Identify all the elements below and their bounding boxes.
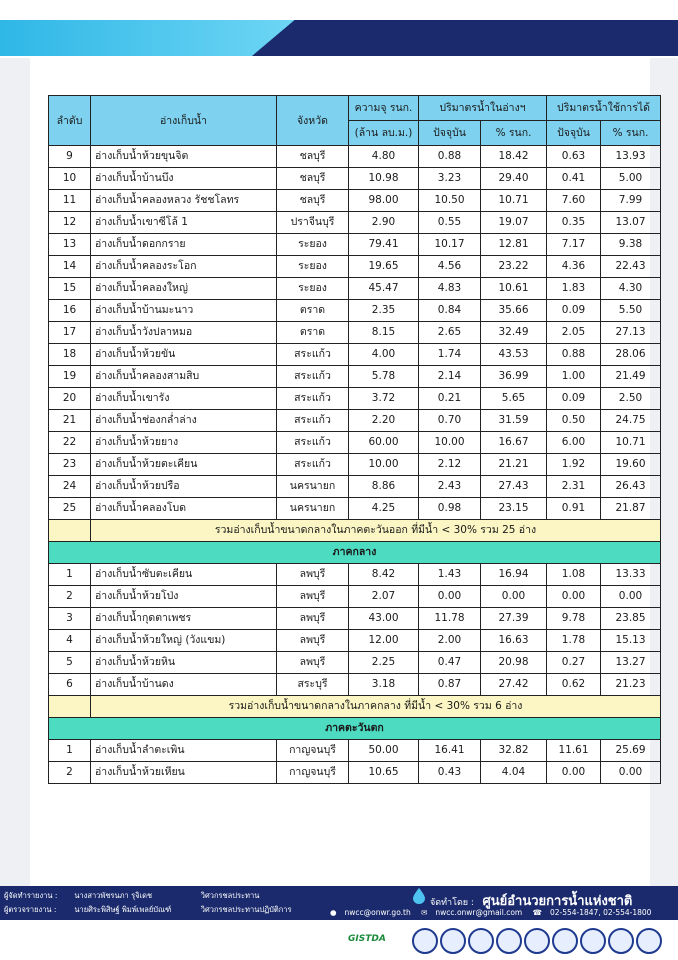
header-storage: ปริมาตรน้ำในอ่างฯ [419, 96, 547, 121]
cell-reservoir: อ่างเก็บน้ำบ้านบึง [91, 168, 277, 190]
cell-reservoir: อ่างเก็บน้ำช่องกล่ำล่าง [91, 410, 277, 432]
phone-icon: ☎ [532, 908, 542, 917]
cell-storage: 11.78 [419, 608, 481, 630]
banner-navy-stripe [252, 20, 678, 56]
cell-province: ชลบุรี [277, 146, 349, 168]
cell-no: 10 [49, 168, 91, 190]
cell-storage: 10.00 [419, 432, 481, 454]
cell-usable-pct: 13.33 [601, 564, 661, 586]
cell-usable-pct: 9.38 [601, 234, 661, 256]
cell-province: ชลบุรี [277, 190, 349, 212]
central-summary: รวมอ่างเก็บน้ำขนาดกลางในภาคกลาง ที่มีน้ำ < 30% รวม 6 อ่าง [91, 696, 661, 718]
table-row [49, 432, 661, 454]
cell-usable-pct: 19.60 [601, 454, 661, 476]
table-row [49, 608, 661, 630]
cell-no: 25 [49, 498, 91, 520]
cell-province: นครนายก [277, 498, 349, 520]
cell-reservoir: อ่างเก็บน้ำซับตะเคียน [91, 564, 277, 586]
cell-usable: 0.27 [547, 652, 601, 674]
cell-capacity: 8.86 [349, 476, 419, 498]
cell-reservoir: อ่างเก็บน้ำห้วยโป่ง [91, 586, 277, 608]
cell-storage: 0.70 [419, 410, 481, 432]
cell-usable: 0.00 [547, 586, 601, 608]
checked-label: ผู้ตรวจรายงาน : [4, 905, 57, 914]
cell-capacity: 79.41 [349, 234, 419, 256]
table-row [49, 256, 661, 278]
cell-storage-pct: 20.98 [481, 652, 547, 674]
table-row [49, 586, 661, 608]
cell-storage: 2.00 [419, 630, 481, 652]
cell-usable-pct: 2.50 [601, 388, 661, 410]
cell-usable: 0.91 [547, 498, 601, 520]
table-row [49, 674, 661, 696]
cell-usable-pct: 21.87 [601, 498, 661, 520]
cell-no: 1 [49, 564, 91, 586]
cell-reservoir: อ่างเก็บน้ำห้วยเหียน [91, 762, 277, 784]
cell-province: ระยอง [277, 234, 349, 256]
cell-storage: 0.88 [419, 146, 481, 168]
cell-storage: 0.43 [419, 762, 481, 784]
cell-usable-pct: 7.99 [601, 190, 661, 212]
cell-province: กาญจนบุรี [277, 762, 349, 784]
cell-province: กาญจนบุรี [277, 740, 349, 762]
cell-usable-pct: 13.27 [601, 652, 661, 674]
central-section-title-row [49, 542, 661, 564]
cell-usable-pct: 26.43 [601, 476, 661, 498]
cell-reservoir: อ่างเก็บน้ำห้วยตะเคียน [91, 454, 277, 476]
cell-reservoir: อ่างเก็บน้ำห้วยใหญ่ (วังแขม) [91, 630, 277, 652]
header-usable-pct: % รนก. [601, 121, 661, 146]
cell-storage: 0.47 [419, 652, 481, 674]
cell-usable-pct: 13.93 [601, 146, 661, 168]
table-row [49, 762, 661, 784]
table-row [49, 410, 661, 432]
table-row [49, 278, 661, 300]
cell-province: สระแก้ว [277, 432, 349, 454]
cell-storage: 4.56 [419, 256, 481, 278]
cell-storage-pct: 23.15 [481, 498, 547, 520]
cell-province: ชลบุรี [277, 168, 349, 190]
cell-reservoir: อ่างเก็บน้ำคลองสามสิบ [91, 366, 277, 388]
cell-storage: 2.43 [419, 476, 481, 498]
cell-usable: 1.00 [547, 366, 601, 388]
cell-usable-pct: 21.49 [601, 366, 661, 388]
partner-logo [636, 928, 662, 954]
cell-reservoir: อ่างเก็บน้ำห้วยยาง [91, 432, 277, 454]
cell-storage: 0.87 [419, 674, 481, 696]
prepared-label: ผู้จัดทำรายงาน : [4, 891, 58, 900]
cell-no: 16 [49, 300, 91, 322]
table-row [49, 498, 661, 520]
phone-numbers: 02-554-1847, 02-554-1800 [549, 908, 652, 917]
org-name: ศูนย์อำนวยการน้ำแห่งชาติ [482, 894, 633, 909]
cell-usable: 7.17 [547, 234, 601, 256]
cell-storage: 1.74 [419, 344, 481, 366]
cell-province: ปราจีนบุรี [277, 212, 349, 234]
cell-province: สระแก้ว [277, 388, 349, 410]
table-body [49, 146, 661, 784]
cell-no: 1 [49, 740, 91, 762]
mail-icon: ✉ [421, 908, 428, 917]
cell-storage: 10.17 [419, 234, 481, 256]
cell-usable: 7.60 [547, 190, 601, 212]
partner-logo [580, 928, 606, 954]
blank-cell [49, 696, 91, 718]
cell-storage-pct: 35.66 [481, 300, 547, 322]
cell-usable-pct: 24.75 [601, 410, 661, 432]
cell-capacity: 19.65 [349, 256, 419, 278]
table-row [49, 652, 661, 674]
table-row [49, 168, 661, 190]
cell-capacity: 2.25 [349, 652, 419, 674]
cell-capacity: 10.00 [349, 454, 419, 476]
cell-no: 5 [49, 652, 91, 674]
cell-usable-pct: 5.00 [601, 168, 661, 190]
cell-usable: 11.61 [547, 740, 601, 762]
cell-usable: 0.63 [547, 146, 601, 168]
cell-province: ลพบุรี [277, 630, 349, 652]
checked-by [4, 904, 292, 916]
header-storage-pct: % รนก. [481, 121, 547, 146]
contacts [330, 908, 659, 917]
cell-no: 6 [49, 674, 91, 696]
cell-no: 9 [49, 146, 91, 168]
cell-storage-pct: 18.42 [481, 146, 547, 168]
cell-usable: 0.09 [547, 300, 601, 322]
reservoir-table [48, 95, 661, 784]
water-drop-icon [412, 888, 426, 904]
cell-storage-pct: 10.71 [481, 190, 547, 212]
cell-reservoir: อ่างเก็บน้ำห้วยปรือ [91, 476, 277, 498]
cell-reservoir: อ่างเก็บน้ำเขาซีโล้ 1 [91, 212, 277, 234]
cell-capacity: 60.00 [349, 432, 419, 454]
table-row [49, 300, 661, 322]
org-lead: จัดทำโดย : [430, 898, 474, 908]
cell-province: ลพบุรี [277, 586, 349, 608]
cell-storage-pct: 16.94 [481, 564, 547, 586]
cell-storage-pct: 27.42 [481, 674, 547, 696]
prepared-name: นางสาวพัชรนภา รุจิเดช [74, 891, 153, 900]
cell-reservoir: อ่างเก็บน้ำวังปลาหมอ [91, 322, 277, 344]
partner-logo [552, 928, 578, 954]
cell-capacity: 43.00 [349, 608, 419, 630]
gistda-logo: GISTDA [348, 934, 386, 944]
cell-storage-pct: 23.22 [481, 256, 547, 278]
prepared-role: วิศวกรชลประทาน [200, 891, 260, 900]
cell-reservoir: อ่างเก็บน้ำบ้านมะนาว [91, 300, 277, 322]
cell-storage: 2.65 [419, 322, 481, 344]
cell-usable-pct: 23.85 [601, 608, 661, 630]
cell-usable-pct: 22.43 [601, 256, 661, 278]
cell-no: 20 [49, 388, 91, 410]
checked-role: วิศวกรชลประทานปฏิบัติการ [200, 905, 292, 914]
header-capacity-unit: (ล้าน ลบ.ม.) [349, 121, 419, 146]
cell-usable: 1.08 [547, 564, 601, 586]
cell-reservoir: อ่างเก็บน้ำลำตะเพิน [91, 740, 277, 762]
cell-usable: 4.36 [547, 256, 601, 278]
cell-storage: 2.14 [419, 366, 481, 388]
cell-capacity: 50.00 [349, 740, 419, 762]
header-province: จังหวัด [277, 96, 349, 146]
partner-logo [468, 928, 494, 954]
header-storage-current: ปัจจุบัน [419, 121, 481, 146]
cell-no: 12 [49, 212, 91, 234]
top-banner [0, 0, 678, 58]
cell-province: ตราด [277, 322, 349, 344]
cell-capacity: 10.98 [349, 168, 419, 190]
table-row [49, 190, 661, 212]
banner-cyan-stripe [0, 20, 300, 56]
partner-logos [340, 924, 670, 956]
cell-usable: 0.62 [547, 674, 601, 696]
cell-storage: 0.21 [419, 388, 481, 410]
cell-usable: 9.78 [547, 608, 601, 630]
prepared-by [4, 890, 259, 902]
cell-no: 23 [49, 454, 91, 476]
cell-storage-pct: 5.65 [481, 388, 547, 410]
cell-no: 3 [49, 608, 91, 630]
cell-usable-pct: 15.13 [601, 630, 661, 652]
cell-province: ลพบุรี [277, 608, 349, 630]
cell-storage-pct: 29.40 [481, 168, 547, 190]
cell-no: 11 [49, 190, 91, 212]
cell-capacity: 3.18 [349, 674, 419, 696]
cell-storage-pct: 43.53 [481, 344, 547, 366]
cell-no: 19 [49, 366, 91, 388]
cell-reservoir: อ่างเก็บน้ำห้วยหิน [91, 652, 277, 674]
table-row [49, 212, 661, 234]
cell-capacity: 12.00 [349, 630, 419, 652]
cell-storage-pct: 12.81 [481, 234, 547, 256]
cell-capacity: 2.35 [349, 300, 419, 322]
cell-province: สระแก้ว [277, 344, 349, 366]
cell-province: สระบุรี [277, 674, 349, 696]
cell-reservoir: อ่างเก็บน้ำกุดตาเพชร [91, 608, 277, 630]
west-section-title-row [49, 718, 661, 740]
table-row [49, 476, 661, 498]
cell-storage-pct: 10.61 [481, 278, 547, 300]
cell-storage-pct: 27.43 [481, 476, 547, 498]
cell-storage-pct: 4.04 [481, 762, 547, 784]
west-section-title: ภาคตะวันตก [49, 718, 661, 740]
cell-no: 21 [49, 410, 91, 432]
globe-icon: ● [330, 908, 337, 917]
cell-no: 2 [49, 586, 91, 608]
gmail-address[interactable]: nwcc.onwr@gmail.com [435, 908, 523, 917]
cell-usable: 0.00 [547, 762, 601, 784]
partner-logo [412, 928, 438, 954]
cell-province: นครนายก [277, 476, 349, 498]
cell-province: ลพบุรี [277, 652, 349, 674]
cell-usable: 1.92 [547, 454, 601, 476]
cell-storage: 0.00 [419, 586, 481, 608]
cell-usable-pct: 10.71 [601, 432, 661, 454]
cell-province: สระแก้ว [277, 366, 349, 388]
header-usable: ปริมาตรน้ำใช้การได้ [547, 96, 661, 121]
cell-no: 4 [49, 630, 91, 652]
cell-storage-pct: 31.59 [481, 410, 547, 432]
cell-storage-pct: 32.49 [481, 322, 547, 344]
cell-reservoir: อ่างเก็บน้ำห้วยขัน [91, 344, 277, 366]
partner-logo [608, 928, 634, 954]
cell-storage: 10.50 [419, 190, 481, 212]
east-summary: รวมอ่างเก็บน้ำขนาดกลางในภาคตะวันออก ที่มีน้ำ < 30% รวม 25 อ่าง [91, 520, 661, 542]
cell-capacity: 10.65 [349, 762, 419, 784]
cell-usable: 1.83 [547, 278, 601, 300]
cell-storage: 1.43 [419, 564, 481, 586]
cell-reservoir: อ่างเก็บน้ำบ้านดง [91, 674, 277, 696]
cell-capacity: 4.80 [349, 146, 419, 168]
cell-usable: 2.05 [547, 322, 601, 344]
cell-usable-pct: 25.69 [601, 740, 661, 762]
partner-logo [524, 928, 550, 954]
cell-reservoir: อ่างเก็บน้ำเขารัง [91, 388, 277, 410]
footer-band [0, 886, 678, 920]
table-row [49, 630, 661, 652]
cell-reservoir: อ่างเก็บน้ำห้วยขุนจิต [91, 146, 277, 168]
cell-capacity: 8.42 [349, 564, 419, 586]
cell-capacity: 98.00 [349, 190, 419, 212]
cell-usable: 2.31 [547, 476, 601, 498]
table-row [49, 344, 661, 366]
table-row [49, 740, 661, 762]
header-capacity: ความจุ รนก. [349, 96, 419, 121]
cell-capacity: 2.20 [349, 410, 419, 432]
cell-storage: 3.23 [419, 168, 481, 190]
cell-usable-pct: 13.07 [601, 212, 661, 234]
cell-no: 24 [49, 476, 91, 498]
cell-storage: 0.84 [419, 300, 481, 322]
cell-capacity: 8.15 [349, 322, 419, 344]
cell-reservoir: อ่างเก็บน้ำคลองหลวง รัชชโลทร [91, 190, 277, 212]
cell-storage: 4.83 [419, 278, 481, 300]
cell-no: 17 [49, 322, 91, 344]
cell-storage: 0.98 [419, 498, 481, 520]
cell-usable: 0.88 [547, 344, 601, 366]
cell-capacity: 2.90 [349, 212, 419, 234]
table-row [49, 388, 661, 410]
cell-usable: 1.78 [547, 630, 601, 652]
cell-province: ระยอง [277, 256, 349, 278]
cell-usable-pct: 0.00 [601, 586, 661, 608]
table-row [49, 234, 661, 256]
cell-usable-pct: 5.50 [601, 300, 661, 322]
cell-storage-pct: 27.39 [481, 608, 547, 630]
cell-storage-pct: 0.00 [481, 586, 547, 608]
cell-storage: 16.41 [419, 740, 481, 762]
cell-province: ระยอง [277, 278, 349, 300]
cell-reservoir: อ่างเก็บน้ำคลองโบด [91, 498, 277, 520]
cell-reservoir: อ่างเก็บน้ำดอกกราย [91, 234, 277, 256]
website-email[interactable]: nwcc@onwr.go.th [344, 908, 411, 917]
header-reservoir: อ่างเก็บน้ำ [91, 96, 277, 146]
table-row [49, 454, 661, 476]
cell-usable: 0.41 [547, 168, 601, 190]
cell-province: สระแก้ว [277, 454, 349, 476]
cell-no: 15 [49, 278, 91, 300]
table-row [49, 146, 661, 168]
cell-no: 13 [49, 234, 91, 256]
cell-no: 14 [49, 256, 91, 278]
cell-usable: 0.50 [547, 410, 601, 432]
cell-storage-pct: 19.07 [481, 212, 547, 234]
cell-reservoir: อ่างเก็บน้ำคลองระโอก [91, 256, 277, 278]
cell-capacity: 45.47 [349, 278, 419, 300]
partner-logo [496, 928, 522, 954]
cell-usable: 6.00 [547, 432, 601, 454]
blank-cell [49, 520, 91, 542]
cell-usable-pct: 0.00 [601, 762, 661, 784]
table-row [49, 322, 661, 344]
cell-capacity: 4.25 [349, 498, 419, 520]
cell-storage: 0.55 [419, 212, 481, 234]
partner-logo [440, 928, 466, 954]
cell-capacity: 5.78 [349, 366, 419, 388]
cell-usable-pct: 27.13 [601, 322, 661, 344]
central-summary-row [49, 696, 661, 718]
east-summary-row [49, 520, 661, 542]
cell-capacity: 4.00 [349, 344, 419, 366]
table-row [49, 564, 661, 586]
cell-usable-pct: 21.23 [601, 674, 661, 696]
cell-storage-pct: 21.21 [481, 454, 547, 476]
cell-storage-pct: 32.82 [481, 740, 547, 762]
cell-no: 18 [49, 344, 91, 366]
cell-storage-pct: 16.67 [481, 432, 547, 454]
cell-no: 22 [49, 432, 91, 454]
cell-no: 2 [49, 762, 91, 784]
cell-province: ลพบุรี [277, 564, 349, 586]
footer [0, 886, 678, 960]
cell-usable: 0.35 [547, 212, 601, 234]
cell-storage-pct: 16.63 [481, 630, 547, 652]
checked-name: นายศิระพิสิษฐ์ พิมพ์เพลย์บัณฑ์ [74, 905, 172, 914]
cell-usable: 0.09 [547, 388, 601, 410]
cell-province: สระแก้ว [277, 410, 349, 432]
header-usable-current: ปัจจุบัน [547, 121, 601, 146]
central-section-title: ภาคกลาง [49, 542, 661, 564]
cell-capacity: 3.72 [349, 388, 419, 410]
cell-storage: 2.12 [419, 454, 481, 476]
cell-reservoir: อ่างเก็บน้ำคลองใหญ่ [91, 278, 277, 300]
cell-usable-pct: 4.30 [601, 278, 661, 300]
cell-province: ตราด [277, 300, 349, 322]
cell-capacity: 2.07 [349, 586, 419, 608]
table-row [49, 366, 661, 388]
cell-usable-pct: 28.06 [601, 344, 661, 366]
cell-storage-pct: 36.99 [481, 366, 547, 388]
header-no: ลำดับ [49, 96, 91, 146]
